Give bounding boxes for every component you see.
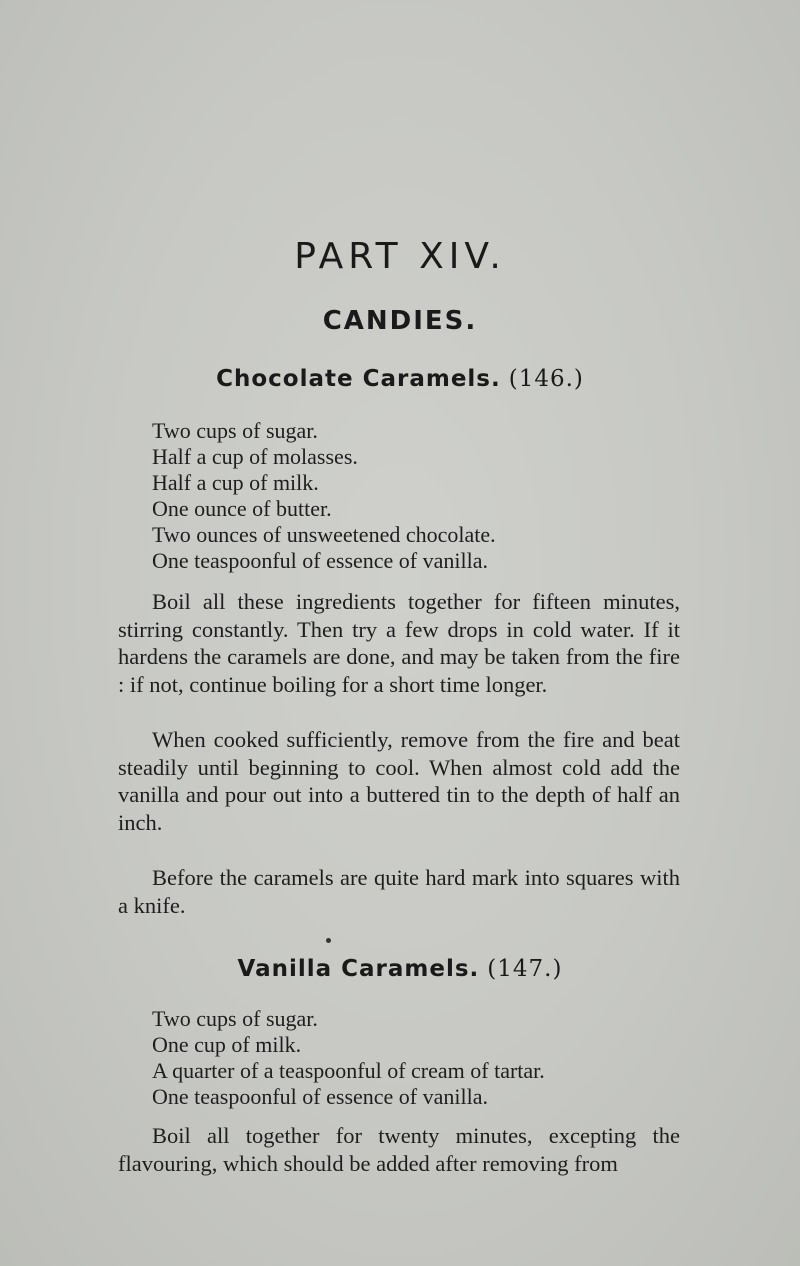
instruction-paragraph: Boil all together for twenty minutes, excepting the flavouring, which should be added after removing from <box>118 1123 680 1176</box>
recipe-title-vanilla-caramels <box>0 956 800 982</box>
ingredient-item: One teaspoonful of essence of vanilla. <box>152 1084 488 1109</box>
instruction-paragraph: Before the caramels are quite hard mark into squares with a knife. <box>118 865 680 918</box>
recipe-number: (146.) <box>508 366 584 392</box>
ingredient-item: A quarter of a teaspoonful of cream of tartar. <box>152 1058 545 1083</box>
ingredient-item: One cup of milk. <box>152 1032 302 1057</box>
recipe-number: (147.) <box>487 956 563 982</box>
ingredient-item: One ounce of butter. <box>152 496 332 521</box>
part-title: PART XIV. <box>294 236 506 277</box>
ingredient-item: Half a cup of molasses. <box>152 444 358 469</box>
ingredient-item: One teaspoonful of essence of vanilla. <box>152 548 488 573</box>
ingredient-item: Two ounces of unsweetened chocolate. <box>152 522 496 547</box>
ingredient-list-chocolate-caramels <box>152 418 496 574</box>
instruction-paragraph: When cooked sufficiently, remove from the fire and beat steadily until beginning to cool. When almost cold add the vanilla and pour out into a buttered tin to the depth of half an inch. <box>118 727 680 835</box>
ingredient-list-vanilla-caramels <box>152 1006 545 1110</box>
ink-dot <box>326 938 331 943</box>
recipe-name: Chocolate Caramels. <box>216 366 501 392</box>
ingredient-item: Half a cup of milk. <box>152 470 319 495</box>
instruction-paragraph: Boil all these ingredients together for fifteen minutes, stirring constantly. Then try a few drops in cold water. If it hardens the caramels are done, and may be taken from the fire : if not, continue boiling for a short time longer. <box>118 589 680 697</box>
section-title: CANDIES. <box>322 306 478 336</box>
recipe-name: Vanilla Caramels. <box>237 956 480 982</box>
recipe-title-chocolate-caramels <box>0 366 800 392</box>
ingredient-item: Two cups of sugar. <box>152 1006 318 1031</box>
ingredient-item: Two cups of sugar. <box>152 418 318 443</box>
